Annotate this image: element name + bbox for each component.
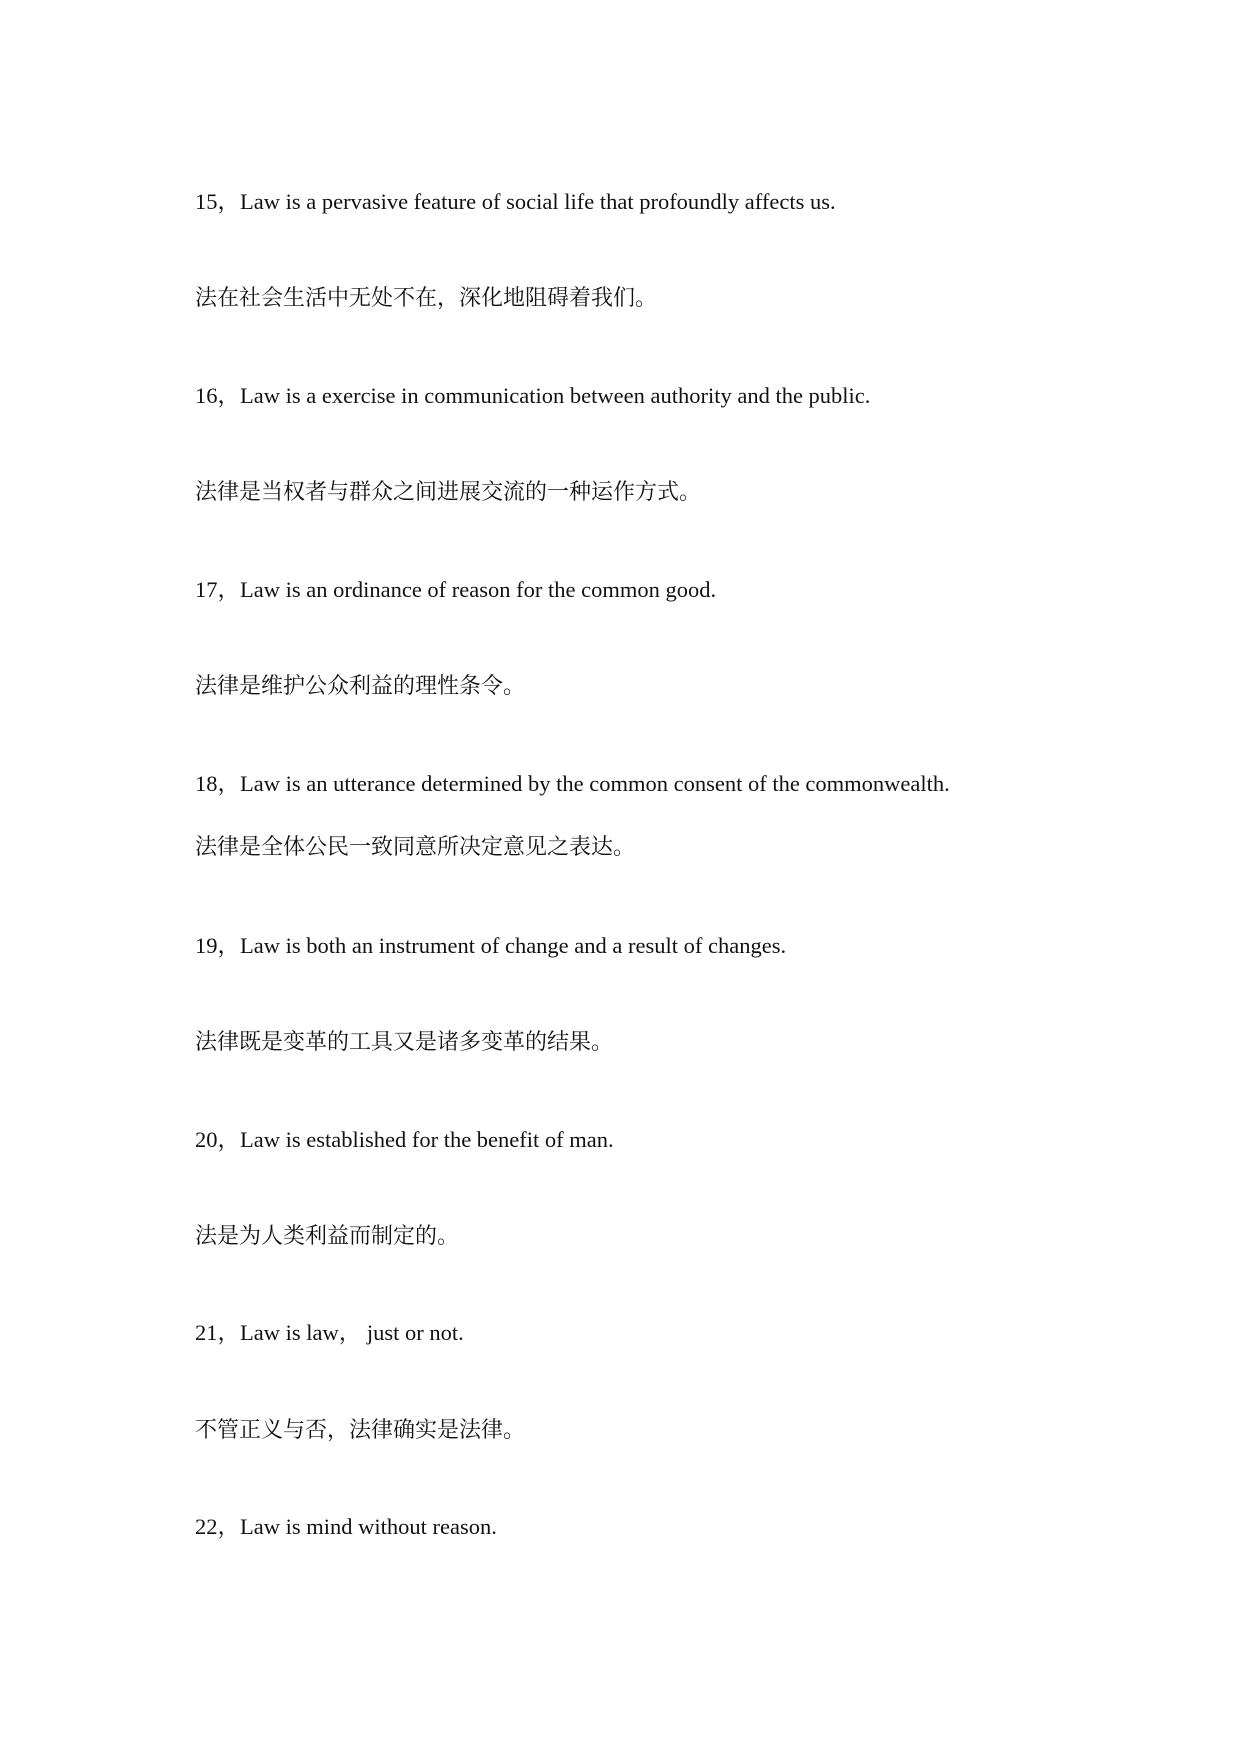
entry-16-chinese: 法律是当权者与群众之间进展交流的一种运作方式。 (195, 480, 702, 505)
entry-21-chinese: 不管正义与否，法律确实是法律。 (195, 1418, 526, 1443)
entry-16-english: 16，Law is a exercise in communication between authority and the public. (195, 383, 871, 408)
entry-18-english: 18，Law is an utterance determined by the common consent of the commonwealth. (195, 771, 950, 796)
entry-15-english: 15，Law is a pervasive feature of social life that profoundly affects us. (195, 189, 836, 214)
entry-18-chinese: 法律是全体公民一致同意所决定意见之表达。 (195, 835, 636, 860)
entry-20-english: 20，Law is established for the benefit of man. (195, 1127, 614, 1152)
entry-17-english: 17，Law is an ordinance of reason for the common good. (195, 577, 717, 602)
entry-19-chinese: 法律既是变革的工具又是诸多变革的结果。 (195, 1030, 614, 1055)
entry-15-chinese: 法在社会生活中无处不在，深化地阻碍着我们。 (195, 286, 658, 311)
entry-20-chinese: 法是为人类利益而制定的。 (195, 1224, 460, 1249)
entry-21-english: 21，Law is law， just or not. (195, 1320, 464, 1345)
entry-17-chinese: 法律是维护公众利益的理性条令。 (195, 674, 526, 699)
entry-19-english: 19，Law is both an instrument of change and a result of changes. (195, 933, 787, 958)
entry-22-english: 22，Law is mind without reason. (195, 1514, 497, 1539)
